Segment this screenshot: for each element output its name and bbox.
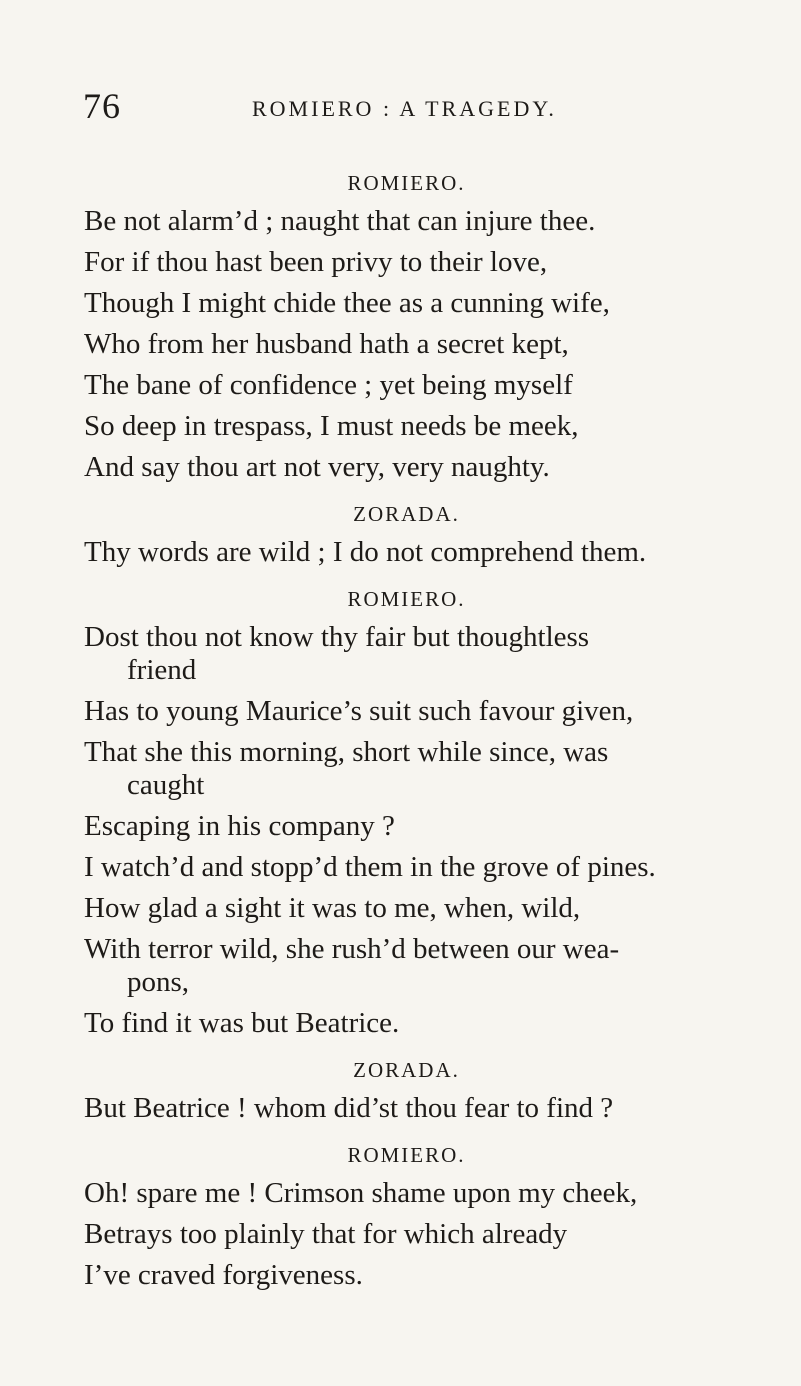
verse-line: Escaping in his company ? xyxy=(84,810,395,842)
speaker-name: ROMIERO. xyxy=(347,587,466,611)
verse-line: I watch’d and stopp’d them in the grove of pines. xyxy=(84,851,656,883)
verse-line-continuation: friend xyxy=(127,654,197,686)
verse-line: I’ve craved forgiveness. xyxy=(84,1259,363,1291)
speaker-name: ROMIERO. xyxy=(347,171,466,195)
verse-line: With terror wild, she rush’d between our wea- xyxy=(84,933,620,965)
speech-block xyxy=(0,587,801,1044)
speaker-name: ZORADA. xyxy=(353,502,460,526)
running-title: ROMIERO : A TRAGEDY. xyxy=(252,96,557,121)
speech-block xyxy=(0,171,801,488)
verse-line: But Beatrice ! whom did’st thou fear to find ? xyxy=(84,1092,614,1124)
page-number: 76 xyxy=(83,86,121,126)
verse-line: And say thou art not very, very naughty. xyxy=(84,451,550,483)
speaker-name: ZORADA. xyxy=(353,1058,460,1082)
speech-block xyxy=(0,1058,801,1129)
verse-line: Who from her husband hath a secret kept, xyxy=(84,328,569,360)
verse-line-continuation: caught xyxy=(127,769,205,801)
speech-block xyxy=(0,1143,801,1296)
verse-line: How glad a sight it was to me, when, wild, xyxy=(84,892,581,924)
verse-line: Oh! spare me ! Crimson shame upon my cheek, xyxy=(84,1177,638,1209)
play-text xyxy=(0,171,801,1296)
verse-line: Though I might chide thee as a cunning wife, xyxy=(84,287,610,319)
verse-line: Thy words are wild ; I do not comprehend them. xyxy=(84,536,647,568)
verse-line: The bane of confidence ; yet being myself xyxy=(84,369,573,401)
verse-line: To find it was but Beatrice. xyxy=(84,1007,400,1039)
speech-block xyxy=(0,502,801,573)
verse-line: Dost thou not know thy fair but thoughtless xyxy=(84,621,590,653)
verse-line: For if thou hast been privy to their love, xyxy=(84,246,548,278)
verse-line-continuation: pons, xyxy=(127,966,190,998)
verse-line: Be not alarm’d ; naught that can injure thee. xyxy=(84,205,596,237)
speaker-name: ROMIERO. xyxy=(347,1143,466,1167)
verse-line: Betrays too plainly that for which already xyxy=(84,1218,568,1250)
verse-line: That she this morning, short while since, was xyxy=(84,736,609,768)
verse-line: Has to young Maurice’s suit such favour given, xyxy=(84,695,634,727)
verse-line: So deep in trespass, I must needs be meek, xyxy=(84,410,579,442)
page-header xyxy=(0,88,801,128)
